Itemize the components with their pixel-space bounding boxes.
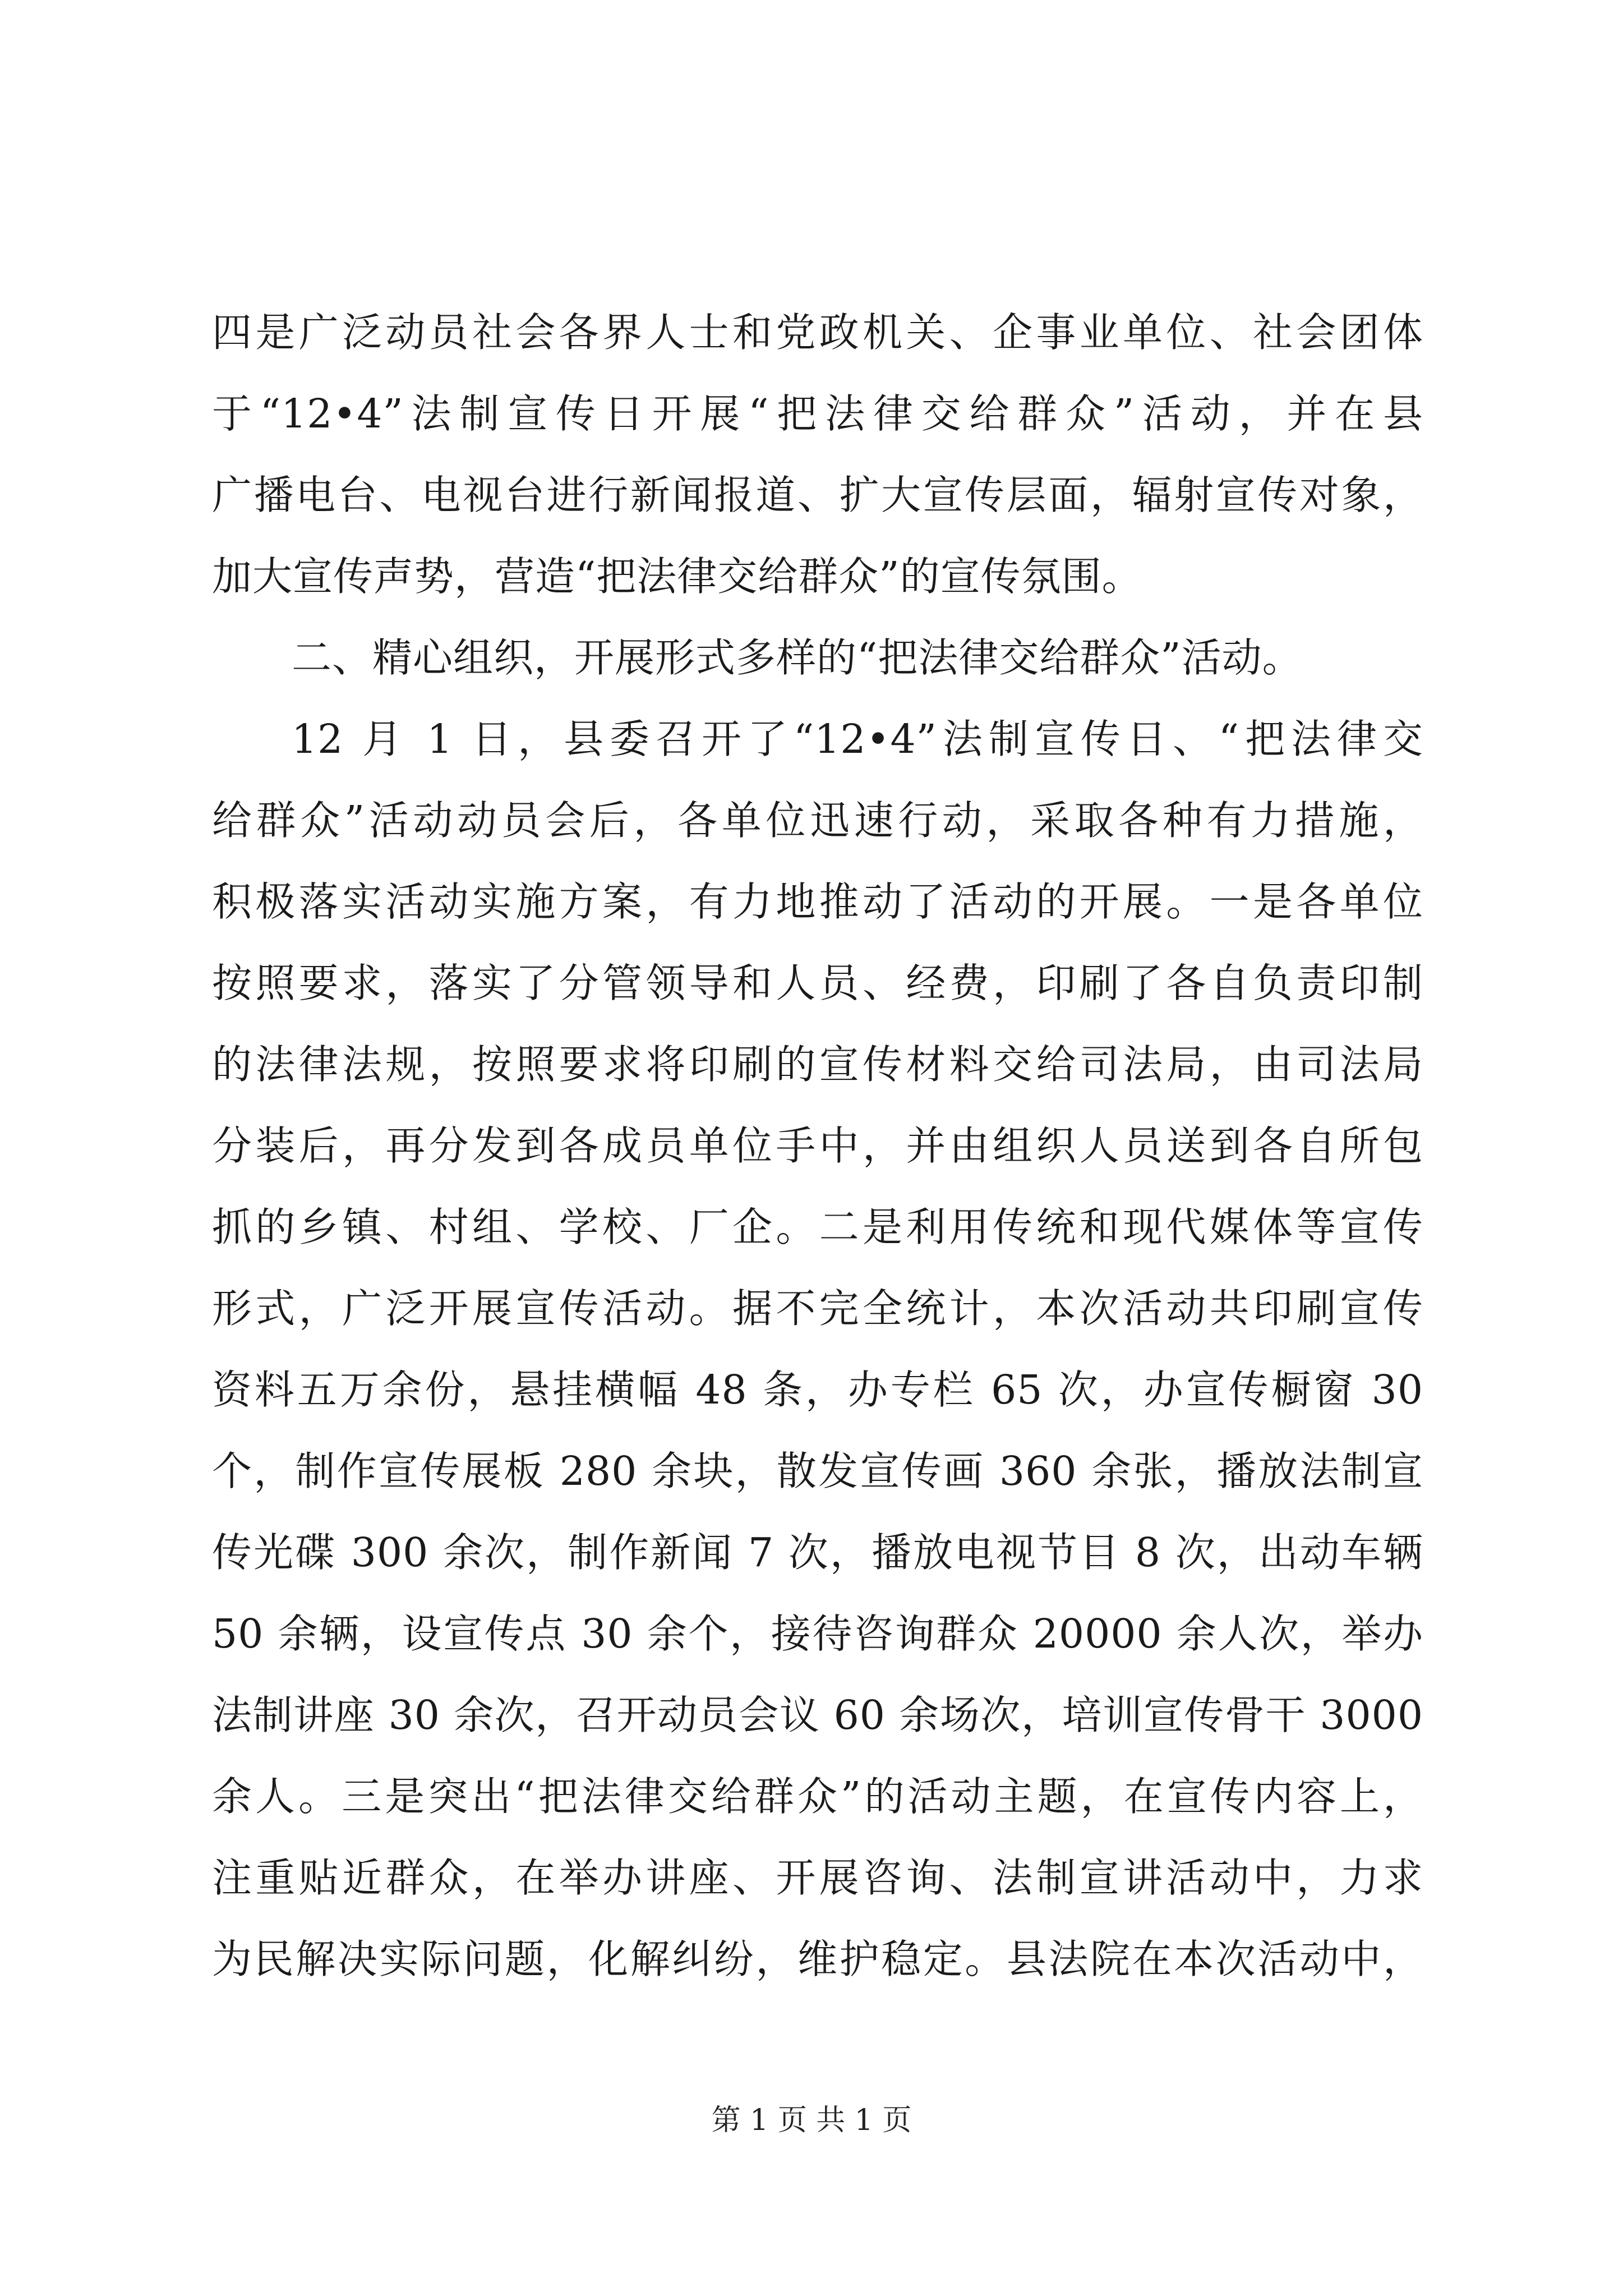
text-line: 于“12•4”法制宣传日开展“把法律交给群众”活动，并在县 — [212, 390, 1423, 437]
page-number-footer: 第 1 页 共 1 页 — [711, 2104, 912, 2137]
text-line: 传光碟 300 余次，制作新闻 7 次，播放电视节目 8 次，出动车辆 — [212, 1529, 1423, 1576]
text-line: 法制讲座 30 余次，召开动员会议 60 余场次，培训宣传骨干 3000 — [212, 1692, 1423, 1738]
section-heading: 二、精心组织，开展形式多样的“把法律交给群众”活动。 — [292, 634, 1303, 681]
text-line: 为民解决实际问题，化解纠纷，维护稳定。县法院在本次活动中， — [212, 1936, 1423, 1982]
text-line: 的法律法规，按照要求将印刷的宣传材料交给司法局，由司法局 — [212, 1041, 1423, 1088]
text-line: 个，制作宣传展板 280 余块，散发宣传画 360 余张，播放法制宣 — [212, 1448, 1423, 1494]
text-line: 形式，广泛开展宣传活动。据不完全统计，本次活动共印刷宣传 — [212, 1285, 1423, 1332]
document-body — [212, 292, 1423, 2000]
text-line: 注重贴近群众，在举办讲座、开展咨询、法制宣讲活动中，力求 — [212, 1855, 1423, 1901]
text-line: 按照要求，落实了分管领导和人员、经费，印刷了各自负责印制 — [212, 960, 1423, 1006]
text-line: 积极落实活动实施方案，有力地推动了活动的开展。一是各单位 — [212, 878, 1423, 925]
text-line: 四是广泛动员社会各界人士和党政机关、企事业单位、社会团体 — [212, 309, 1423, 356]
text-line: 抓的乡镇、村组、学校、厂企。二是利用传统和现代媒体等宣传 — [212, 1204, 1423, 1250]
text-line: 给群众”活动动员会后，各单位迅速行动，采取各种有力措施， — [212, 797, 1423, 844]
text-line: 广播电台、电视台进行新闻报道、扩大宣传层面，辐射宣传对象， — [212, 472, 1423, 518]
text-line: 余人。三是突出“把法律交给群众”的活动主题，在宣传内容上， — [212, 1773, 1423, 1820]
text-line: 资料五万余份，悬挂横幅 48 条，办专栏 65 次，办宣传橱窗 30 — [212, 1366, 1423, 1413]
text-line: 分装后，再分发到各成员单位手中，并由组织人员送到各自所包 — [212, 1122, 1423, 1169]
text-line: 12 月 1 日，县委召开了“12•4”法制宣传日、“把法律交 — [292, 716, 1423, 762]
text-line: 加大宣传声势，营造“把法律交给群众”的宣传氛围。 — [212, 553, 1142, 600]
text-line: 50 余辆，设宣传点 30 余个，接待咨询群众 20000 余人次，举办 — [212, 1611, 1423, 1657]
